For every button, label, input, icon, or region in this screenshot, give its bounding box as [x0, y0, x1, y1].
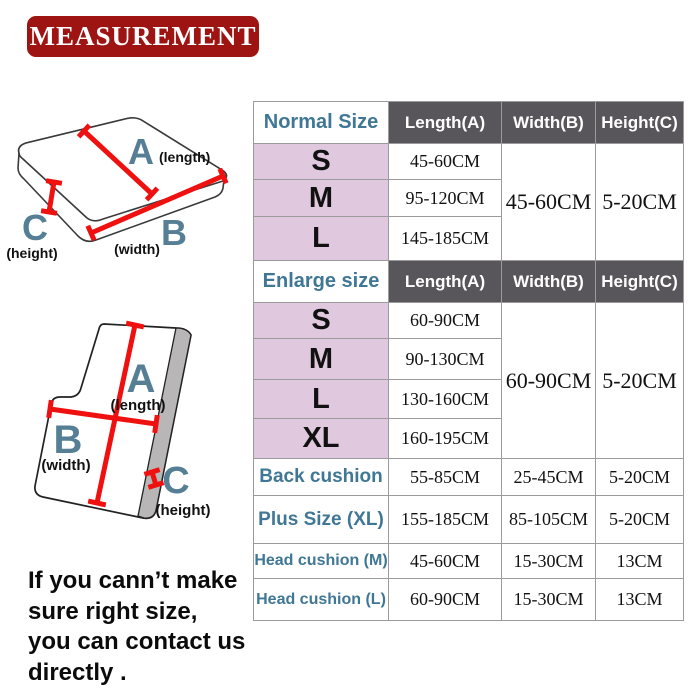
length-value: 95-120CM — [389, 180, 502, 217]
width-value: 85-105CM — [502, 496, 596, 544]
length-value: 155-185CM — [389, 496, 502, 544]
seat-width-letter: B — [161, 212, 187, 253]
size-label: M — [254, 180, 389, 217]
length-value: 160-195CM — [389, 419, 502, 459]
seat-length-label: (length) — [159, 149, 211, 165]
back-width-letter: B — [53, 418, 83, 462]
width-value: 25-45CM — [502, 459, 596, 496]
column-header-length: Length(A) — [389, 102, 502, 144]
column-header-width: Width(B) — [502, 261, 596, 303]
row-label-plus-size: Plus Size (XL) — [254, 496, 389, 544]
back-cushion-diagram — [25, 300, 240, 532]
height-value: 13CM — [596, 544, 684, 579]
back-height-label: (height) — [155, 502, 211, 519]
height-value-merged: 5-20CM — [596, 303, 684, 459]
size-label: S — [254, 303, 389, 339]
length-value: 60-90CM — [389, 303, 502, 339]
width-value: 15-30CM — [502, 579, 596, 621]
height-value: 5-20CM — [596, 496, 684, 544]
size-table — [253, 101, 684, 621]
size-label: L — [254, 380, 389, 419]
contact-note-line: sure right size, — [28, 597, 198, 625]
seat-height-label: (height) — [6, 245, 58, 261]
column-header-length: Length(A) — [389, 261, 502, 303]
length-value: 45-60CM — [389, 144, 502, 180]
height-value: 13CM — [596, 579, 684, 621]
seat-length-letter: A — [128, 131, 154, 172]
row-label-head-cushion-m: Head cushion (M) — [254, 544, 389, 579]
size-label: L — [254, 217, 389, 261]
size-label: S — [254, 144, 389, 180]
column-header-height: Height(C) — [596, 261, 684, 303]
seat-cushion-diagram — [0, 98, 250, 270]
back-height-letter: C — [162, 460, 190, 502]
length-value: 90-130CM — [389, 339, 502, 380]
normal-section-title: Normal Size — [254, 102, 389, 144]
length-value: 60-90CM — [389, 579, 502, 621]
length-value: 55-85CM — [389, 459, 502, 496]
row-label-head-cushion-l: Head cushion (L) — [254, 579, 389, 621]
back-length-label: (length) — [110, 397, 166, 414]
length-value: 145-185CM — [389, 217, 502, 261]
seat-width-label: (width) — [114, 241, 160, 257]
width-value: 15-30CM — [502, 544, 596, 579]
size-label: M — [254, 339, 389, 380]
length-value: 45-60CM — [389, 544, 502, 579]
enlarge-section-title: Enlarge size — [254, 261, 389, 303]
contact-note — [28, 566, 245, 688]
row-label-back-cushion: Back cushion — [254, 459, 389, 496]
width-value-merged: 60-90CM — [502, 303, 596, 459]
seat-height-letter: C — [22, 207, 48, 248]
height-value: 5-20CM — [596, 459, 684, 496]
column-header-height: Height(C) — [596, 102, 684, 144]
size-label: XL — [254, 419, 389, 459]
contact-note-line: If you cann’t make — [28, 567, 238, 594]
column-header-width: Width(B) — [502, 102, 596, 144]
contact-note-line: you can contact us — [28, 628, 246, 655]
back-length-letter: A — [126, 357, 156, 401]
height-value-merged: 5-20CM — [596, 144, 684, 261]
page-title: MEASUREMENT — [27, 16, 259, 57]
back-width-label: (width) — [41, 457, 91, 474]
contact-note-line: directly . — [28, 658, 127, 686]
length-value: 130-160CM — [389, 380, 502, 419]
width-value-merged: 45-60CM — [502, 144, 596, 261]
